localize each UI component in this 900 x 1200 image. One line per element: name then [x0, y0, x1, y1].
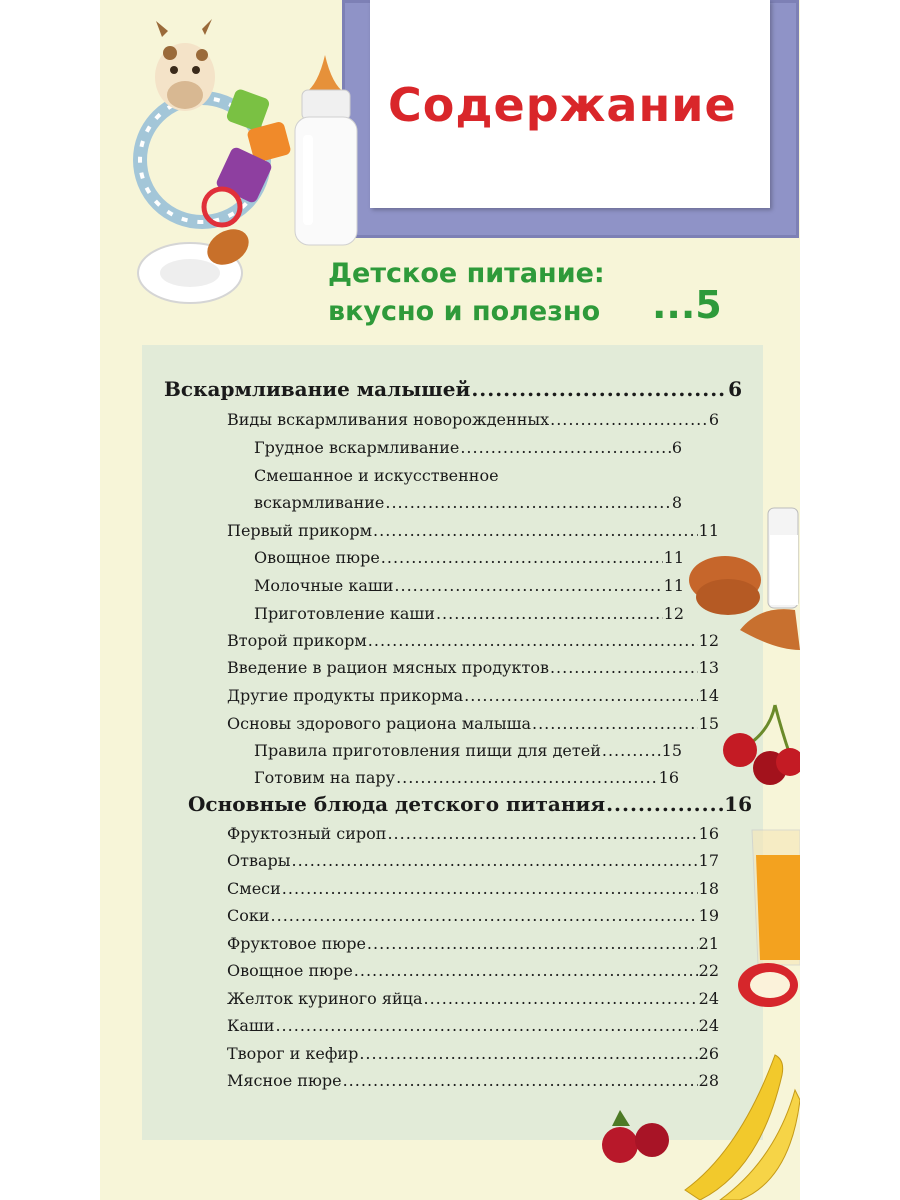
toc-entry-title: Фруктозный сироп [227, 824, 387, 843]
toc-leader [460, 438, 670, 457]
food-decoration [590, 500, 800, 1200]
toc-entry-title: Грудное вскармливание [254, 438, 460, 457]
toc-entry-page: 18 [698, 879, 719, 898]
apple-slice-icon [738, 963, 798, 1007]
pacifier-icon [138, 222, 255, 303]
toc-entry-page: 15 [661, 741, 682, 760]
toc-entry-title: Правила приготовления пищи для детей [254, 741, 601, 760]
toc-entry[interactable] [254, 438, 682, 464]
toc-entry-page: 22 [698, 961, 719, 980]
baby-bottle-icon [295, 55, 357, 245]
toc-entry-page: 14 [698, 686, 719, 705]
toc-entry-page: 13 [698, 658, 719, 677]
toc-entry-page: 6 [671, 438, 682, 457]
section-page-number: ...5 [652, 283, 722, 327]
juice-glass-icon [752, 830, 800, 965]
toc-entry[interactable] [164, 377, 742, 405]
toc-entry-page: 6 [728, 377, 742, 401]
toc-entry-title: Творог и кефир [227, 1044, 359, 1063]
baby-items-decoration [110, 15, 360, 325]
milk-glass-icon [768, 508, 798, 608]
toc-entry-title: Мясное пюре [227, 1071, 342, 1090]
toc-entry-title: Вскармливание малышей [164, 377, 471, 401]
toc-entry-title: Молочные каши [254, 576, 394, 595]
toc-entry-page: 6 [708, 410, 719, 429]
toc-entry-page: 11 [698, 521, 719, 540]
toc-entry-page: 21 [698, 934, 719, 953]
giraffe-rattle-icon [140, 19, 292, 225]
section-heading-line2: вкусно и полезно [328, 296, 601, 327]
toc-entry-page: 12 [663, 604, 684, 623]
toc-entry-title: Второй прикорм [227, 631, 367, 650]
toc-entry-page: 12 [698, 631, 719, 650]
toc-entry-page: 16 [698, 824, 719, 843]
toc-entry-title-line[interactable]: Смешанное и искусственное [254, 466, 499, 485]
section-heading-line1: Детское питание: [328, 258, 605, 289]
toc-leader [550, 410, 708, 429]
toc-entry-page: 11 [663, 576, 684, 595]
toc-leader [471, 377, 727, 401]
toc-entry-title: Отвары [227, 851, 291, 870]
toc-entry-title: Другие продукты прикорма [227, 686, 464, 705]
toc-entry-page: 19 [698, 906, 719, 925]
toc-entry-title: Введение в рацион мясных продуктов [227, 658, 549, 677]
toc-entry-title: Основные блюда детского питания [188, 792, 606, 816]
toc-entry-page: 11 [663, 548, 684, 567]
cherries-icon [723, 705, 800, 785]
toc-entry-title: Смеси [227, 879, 281, 898]
toc-entry-page: 8 [671, 493, 682, 512]
toc-entry-title: Желток куриного яйца [227, 989, 423, 1008]
toc-entry-title: Соки [227, 906, 270, 925]
toc-entry-title: Основы здорового рациона малыша [227, 714, 531, 733]
toc-entry-page: 16 [724, 792, 752, 816]
toc-entry-title: вскармливание [254, 493, 385, 512]
toc-entry-title: Виды вскармливания новорожденных [227, 410, 550, 429]
bananas-icon [685, 1055, 800, 1200]
toc-entry-title: Каши [227, 1016, 275, 1035]
toc-entry-title: Овощное пюре [254, 548, 380, 567]
toc-entry-title: Приготовление каши [254, 604, 435, 623]
toc-entry-page: 28 [698, 1071, 719, 1090]
toc-entry-page: 16 [658, 768, 679, 787]
toc-entry-title: Первый прикорм [227, 521, 373, 540]
toc-entry-title: Готовим на пару [254, 768, 396, 787]
page-title: Содержание [388, 78, 737, 132]
toc-entry-page: 15 [698, 714, 719, 733]
toc-entry-title: Овощное пюре [227, 961, 353, 980]
section-heading [328, 255, 628, 331]
toc-entry-title: Фруктовое пюре [227, 934, 366, 953]
toc-entry-page: 17 [698, 851, 719, 870]
toc-entry-page: 24 [698, 989, 719, 1008]
toc-entry[interactable] [227, 410, 719, 436]
toc-entry-page: 24 [698, 1016, 719, 1035]
toc-entry-page: 26 [698, 1044, 719, 1063]
raspberries-icon [602, 1110, 669, 1163]
